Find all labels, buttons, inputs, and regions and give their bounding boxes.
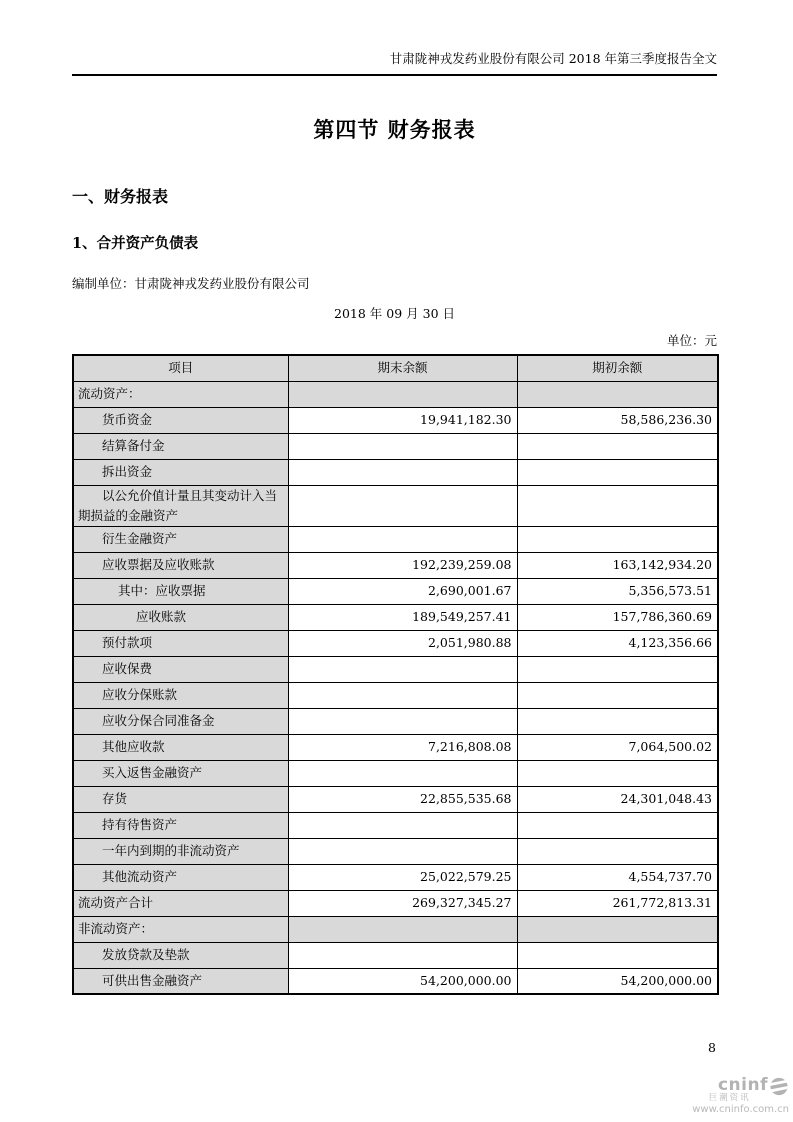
table-header-row xyxy=(73,355,718,381)
row-value-end: 2,051,980.88 xyxy=(288,630,517,656)
cninfo-url: www.cninfo.com.cn xyxy=(692,1103,789,1115)
row-value-begin: 157,786,360.69 xyxy=(517,604,718,630)
row-value-end xyxy=(288,526,517,552)
row-label: 可供出售金融资产 xyxy=(73,968,288,994)
row-value-end: 25,022,579.25 xyxy=(288,864,517,890)
row-value-end xyxy=(288,485,517,526)
cninfo-logo-cn: 巨潮资讯 xyxy=(708,1092,751,1103)
prepared-by-line: 编制单位：甘肃陇神戎发药业股份有限公司 xyxy=(72,276,310,291)
row-value-begin xyxy=(517,459,718,485)
row-value-end: 189,549,257.41 xyxy=(288,604,517,630)
section-heading: 一、财务报表 xyxy=(72,187,169,206)
swirl-icon xyxy=(769,1077,789,1096)
row-value-end xyxy=(288,760,517,786)
column-header: 项目 xyxy=(73,355,288,381)
table-row xyxy=(73,407,718,433)
row-value-begin xyxy=(517,812,718,838)
row-label: 应收分保账款 xyxy=(73,682,288,708)
table-row xyxy=(73,459,718,485)
row-label: 非流动资产： xyxy=(73,916,288,942)
row-value-begin xyxy=(517,760,718,786)
row-value-begin: 7,064,500.02 xyxy=(517,734,718,760)
row-label: 预付款项 xyxy=(73,630,288,656)
balance-sheet-table xyxy=(72,354,719,995)
row-label: 应收分保合同准备金 xyxy=(73,708,288,734)
row-value-end xyxy=(288,708,517,734)
row-label: 一年内到期的非流动资产 xyxy=(73,838,288,864)
row-label: 其他流动资产 xyxy=(73,864,288,890)
table-row xyxy=(73,656,718,682)
table-row xyxy=(73,890,718,916)
row-value-begin xyxy=(517,708,718,734)
row-label: 拆出资金 xyxy=(73,459,288,485)
row-label: 应收保费 xyxy=(73,656,288,682)
row-value-end xyxy=(288,381,517,407)
column-header: 期末余额 xyxy=(288,355,517,381)
subsection-heading: 1、合并资产负债表 xyxy=(72,235,199,252)
row-value-begin xyxy=(517,916,718,942)
table-row xyxy=(73,485,718,526)
page-number: 8 xyxy=(708,1040,716,1055)
table-row xyxy=(73,812,718,838)
row-value-begin: 4,123,356.66 xyxy=(517,630,718,656)
report-date: 2018 年 09 月 30 日 xyxy=(334,306,455,321)
row-value-begin xyxy=(517,381,718,407)
table-body xyxy=(73,381,718,994)
row-value-begin: 4,554,737.70 xyxy=(517,864,718,890)
table-row xyxy=(73,526,718,552)
cninfo-watermark xyxy=(692,1077,789,1115)
row-value-end xyxy=(288,433,517,459)
row-label: 持有待售资产 xyxy=(73,812,288,838)
row-value-begin xyxy=(517,682,718,708)
row-value-begin xyxy=(517,485,718,526)
row-value-end xyxy=(288,682,517,708)
table-row xyxy=(73,381,718,407)
row-value-end: 7,216,808.08 xyxy=(288,734,517,760)
table-row xyxy=(73,838,718,864)
table-header xyxy=(73,355,718,381)
row-label: 流动资产： xyxy=(73,381,288,407)
row-value-end xyxy=(288,656,517,682)
table-row xyxy=(73,682,718,708)
row-value-end: 269,327,345.27 xyxy=(288,890,517,916)
column-header: 期初余额 xyxy=(517,355,718,381)
row-label: 其中：应收票据 xyxy=(73,578,288,604)
table-row xyxy=(73,630,718,656)
row-label: 应收票据及应收账款 xyxy=(73,552,288,578)
row-value-begin xyxy=(517,942,718,968)
row-value-begin: 58,586,236.30 xyxy=(517,407,718,433)
row-value-begin: 261,772,813.31 xyxy=(517,890,718,916)
row-label: 流动资产合计 xyxy=(73,890,288,916)
table-row xyxy=(73,864,718,890)
row-value-begin xyxy=(517,433,718,459)
row-value-end xyxy=(288,459,517,485)
row-value-begin: 5,356,573.51 xyxy=(517,578,718,604)
table-row xyxy=(73,734,718,760)
table-row xyxy=(73,916,718,942)
row-value-end: 192,239,259.08 xyxy=(288,552,517,578)
table-row xyxy=(73,968,718,994)
unit-label: 单位：元 xyxy=(666,333,717,348)
row-label: 应收账款 xyxy=(73,604,288,630)
table-row xyxy=(73,942,718,968)
row-label: 存货 xyxy=(73,786,288,812)
row-value-begin: 54,200,000.00 xyxy=(517,968,718,994)
row-label: 买入返售金融资产 xyxy=(73,760,288,786)
row-label: 衍生金融资产 xyxy=(73,526,288,552)
row-value-begin xyxy=(517,526,718,552)
table-row xyxy=(73,604,718,630)
document-header: 甘肃陇神戎发药业股份有限公司 2018 年第三季度报告全文 xyxy=(72,50,717,76)
table-row xyxy=(73,760,718,786)
row-value-begin: 163,142,934.20 xyxy=(517,552,718,578)
row-label: 货币资金 xyxy=(73,407,288,433)
row-value-begin: 24,301,048.43 xyxy=(517,786,718,812)
row-value-end: 2,690,001.67 xyxy=(288,578,517,604)
page-title: 第四节 财务报表 xyxy=(313,117,476,142)
table-row xyxy=(73,578,718,604)
row-value-end xyxy=(288,812,517,838)
row-value-begin xyxy=(517,656,718,682)
table-row xyxy=(73,708,718,734)
table-row xyxy=(73,786,718,812)
row-value-end xyxy=(288,942,517,968)
row-label: 结算备付金 xyxy=(73,433,288,459)
row-label: 以公允价值计量且其变动计入当期损益的金融资产 xyxy=(73,485,288,526)
table-row xyxy=(73,433,718,459)
row-value-end: 22,855,535.68 xyxy=(288,786,517,812)
row-label: 发放贷款及垫款 xyxy=(73,942,288,968)
row-value-end: 54,200,000.00 xyxy=(288,968,517,994)
row-label: 其他应收款 xyxy=(73,734,288,760)
row-value-end: 19,941,182.30 xyxy=(288,407,517,433)
cninfo-logo-text: cninf xyxy=(717,1075,768,1096)
row-value-end xyxy=(288,838,517,864)
row-value-end xyxy=(288,916,517,942)
row-value-begin xyxy=(517,838,718,864)
table-row xyxy=(73,552,718,578)
